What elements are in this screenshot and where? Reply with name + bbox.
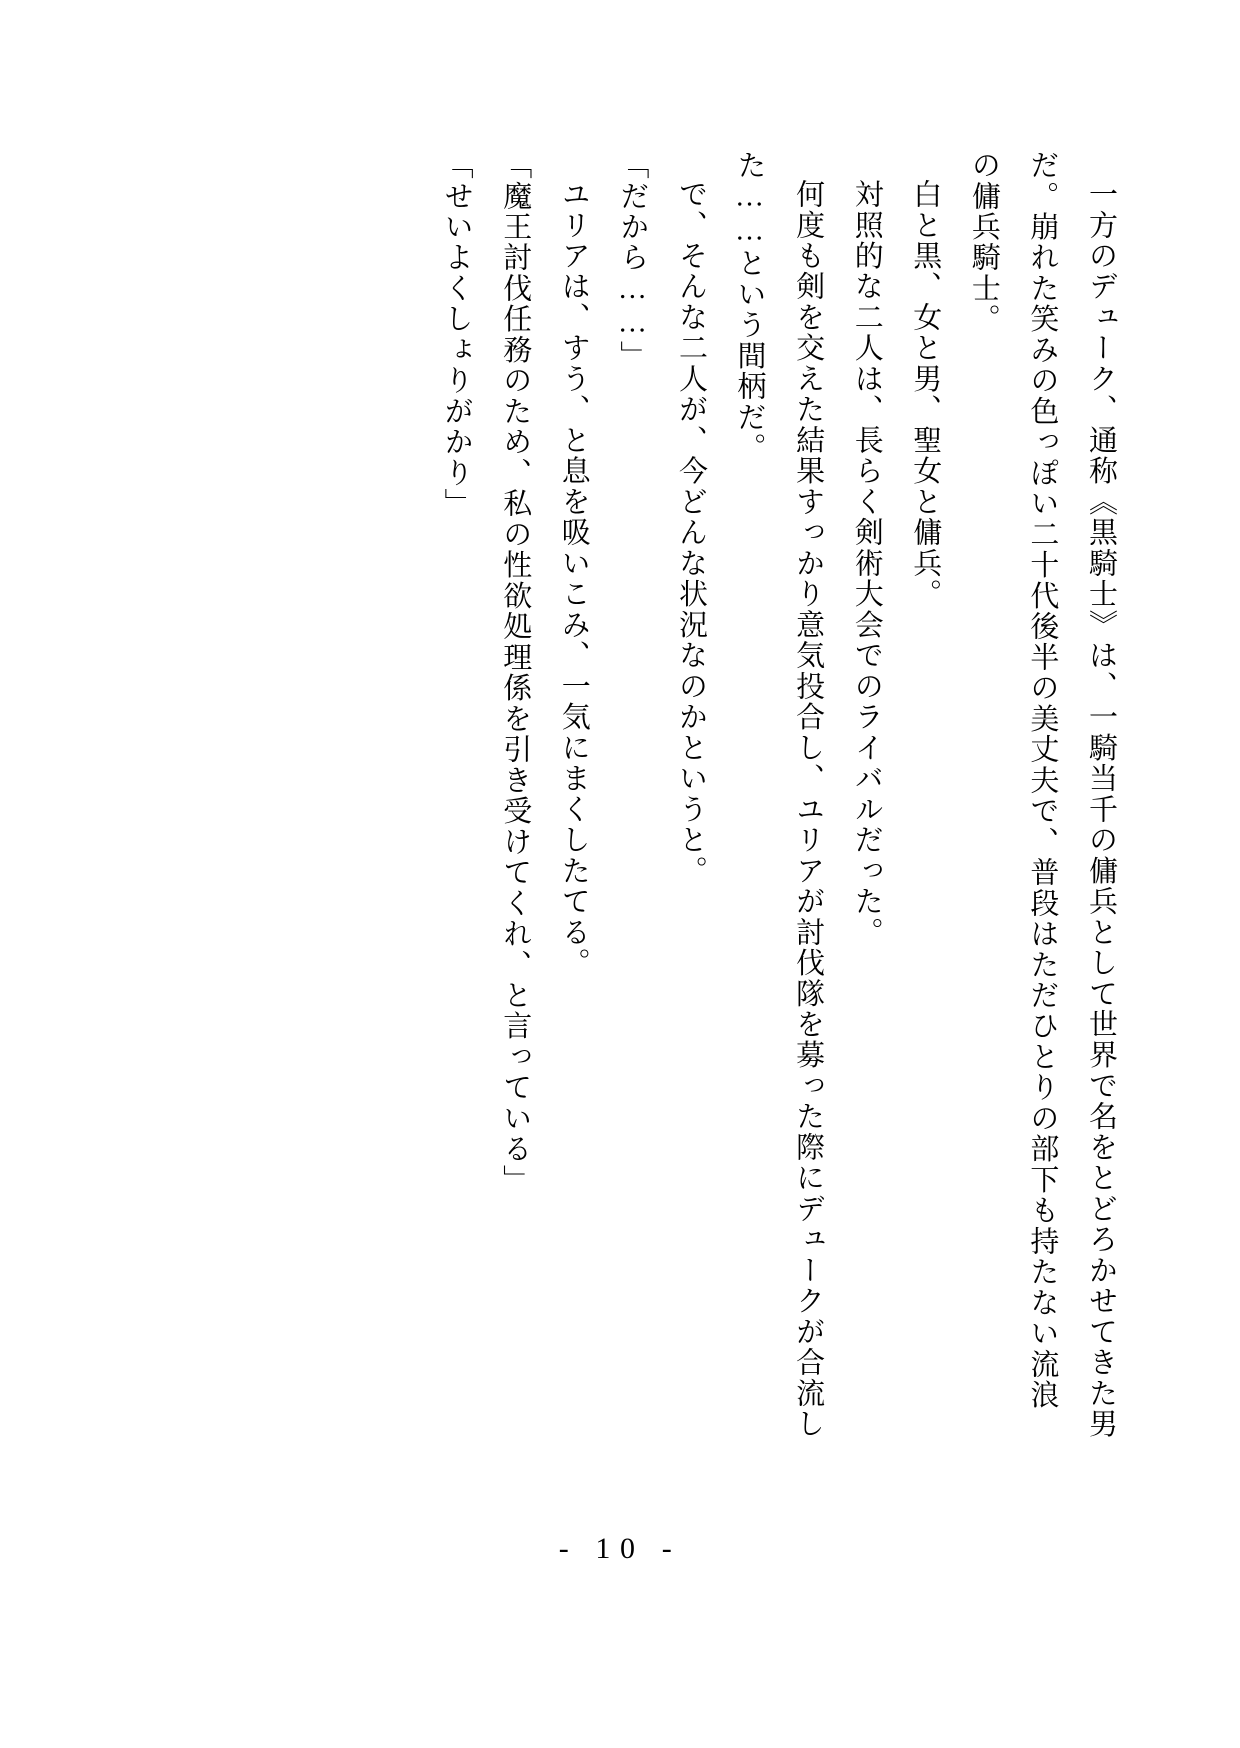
dialogue-line: 「せいよくしょりがかり」 [440,150,473,519]
body-text-column [130,150,1130,1440]
paragraph: で、そんな二人が、今どんな状況なのかというと。 [674,179,707,887]
page-number: - 10 - [558,1532,682,1565]
dialogue-line: 「魔王討伐任務のため、私の性欲処理係を引き受けてくれ、と言っている」 [499,150,532,1196]
paragraph: ユリアは、すう、と息を吸いこみ、一気にまくしたてる。 [557,179,590,979]
paragraph: 白と黒、女と男、聖女と傭兵。 [909,179,942,610]
dialogue-line: 「だから……」 [616,150,649,372]
paragraph: 対照的な二人は、長らく剣術大会でのライバルだった。 [850,179,883,948]
paragraph: 何度も剣を交えた結果すっかり意気投合し、ユリアが討伐隊を募った際にデュークが合流した……という間柄だ。 [733,150,825,1440]
paragraph: 一方のデューク、通称《黒騎士》は、一騎当千の傭兵として世界で名をとどろかせてきた男だ。崩れた笑みの色っぽい二十代後半の美丈夫で、普段はただひとりの部下も持たない流浪の傭兵騎士。 [967,150,1117,1440]
